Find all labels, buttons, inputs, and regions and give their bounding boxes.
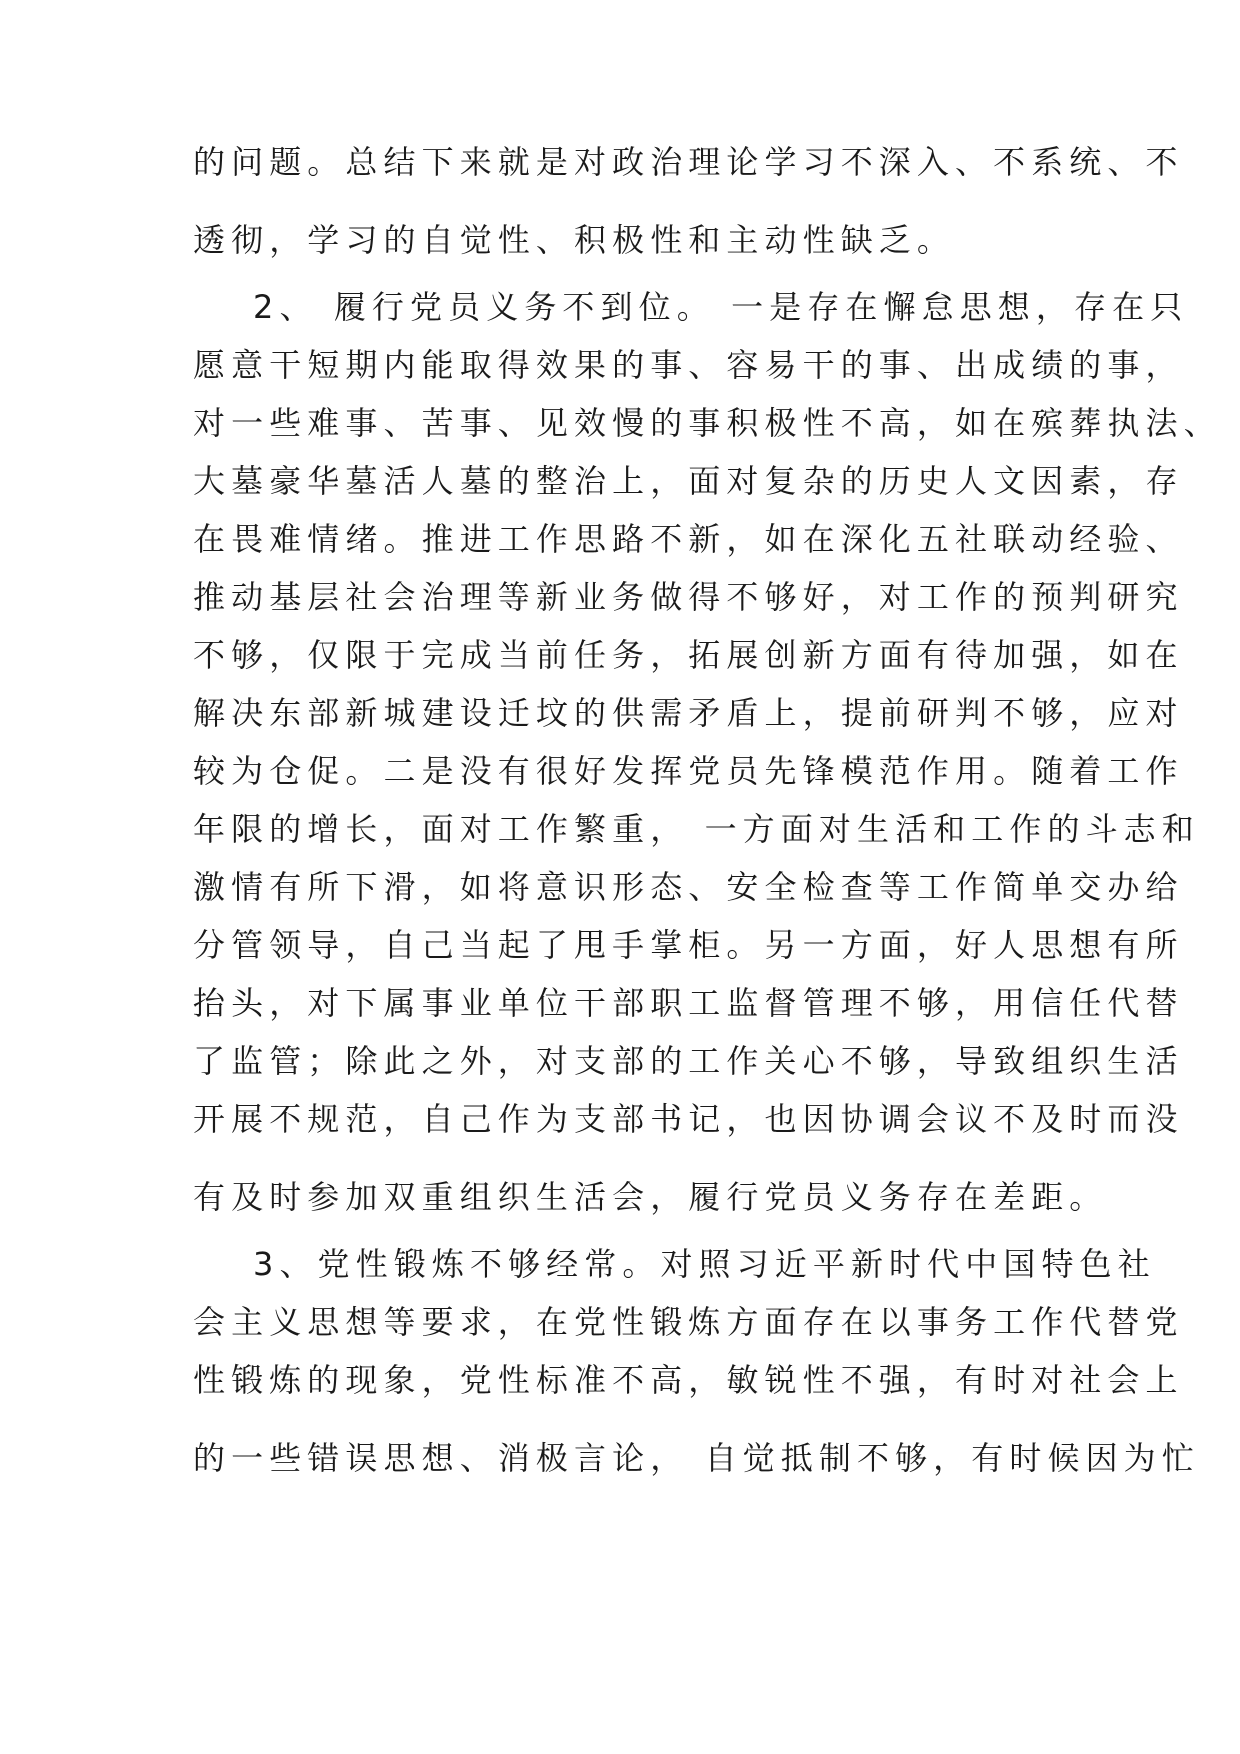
text-line: 性锻炼的现象，党性标准不高，敏锐性不强，有时对社会上 [193,1361,1184,1399]
text-line: 有及时参加双重组织生活会，履行党员义务存在差距。 [193,1178,1108,1216]
text-line: 透彻，学习的自觉性、积极性和主动性缺乏。 [193,221,956,259]
text-line: 会主义思想等要求，在党性锻炼方面存在以事务工作代替党 [193,1303,1184,1341]
text-line: 了监管；除此之外，对支部的工作关心不够，导致组织生活 [193,1042,1184,1080]
text-line: 在畏难情绪。推进工作思路不新，如在深化五社联动经验、 [193,520,1184,558]
text-line: 分管领导，自己当起了甩手掌柜。另一方面，好人思想有所 [193,926,1184,964]
text-line: 较为仓促。二是没有很好发挥党员先锋模范作用。随着工作 [193,752,1184,790]
text-line: 年限的增长，面对工作繁重， 一方面对生活和工作的斗志和 [193,810,1200,848]
text-line: 不够，仅限于完成当前任务，拓展创新方面有待加强，如在 [193,636,1184,674]
text-line: 推动基层社会治理等新业务做得不够好，对工作的预判研究 [193,578,1184,616]
text-line: 对一些难事、苦事、见效慢的事积极性不高，如在殡葬执法、 [193,404,1222,442]
text-line: 大墓豪华墓活人墓的整治上，面对复杂的历史人文因素，存 [193,462,1184,500]
text-line: 的问题。总结下来就是对政治理论学习不深入、不系统、不 [193,143,1184,181]
text-line: 抬头，对下属事业单位干部职工监督管理不够，用信任代替 [193,984,1184,1022]
text-line: 的一些错误思想、消极言论， 自觉抵制不够，有时候因为忙 [193,1439,1200,1477]
paragraph-start-line: 2、 履行党员义务不到位。 一是存在懈怠思想，存在只 [253,288,1189,326]
text-line: 解决东部新城建设迁坟的供需矛盾上，提前研判不够，应对 [193,694,1184,732]
text-line: 开展不规范，自己作为支部书记，也因协调会议不及时而没 [193,1100,1184,1138]
paragraph-start-line: 3、党性锻炼不够经常。对照习近平新时代中国特色社 [253,1245,1156,1283]
text-line: 激情有所下滑，如将意识形态、安全检查等工作简单交办给 [193,868,1184,906]
text-line: 愿意干短期内能取得效果的事、容易干的事、出成绩的事， [193,346,1184,384]
